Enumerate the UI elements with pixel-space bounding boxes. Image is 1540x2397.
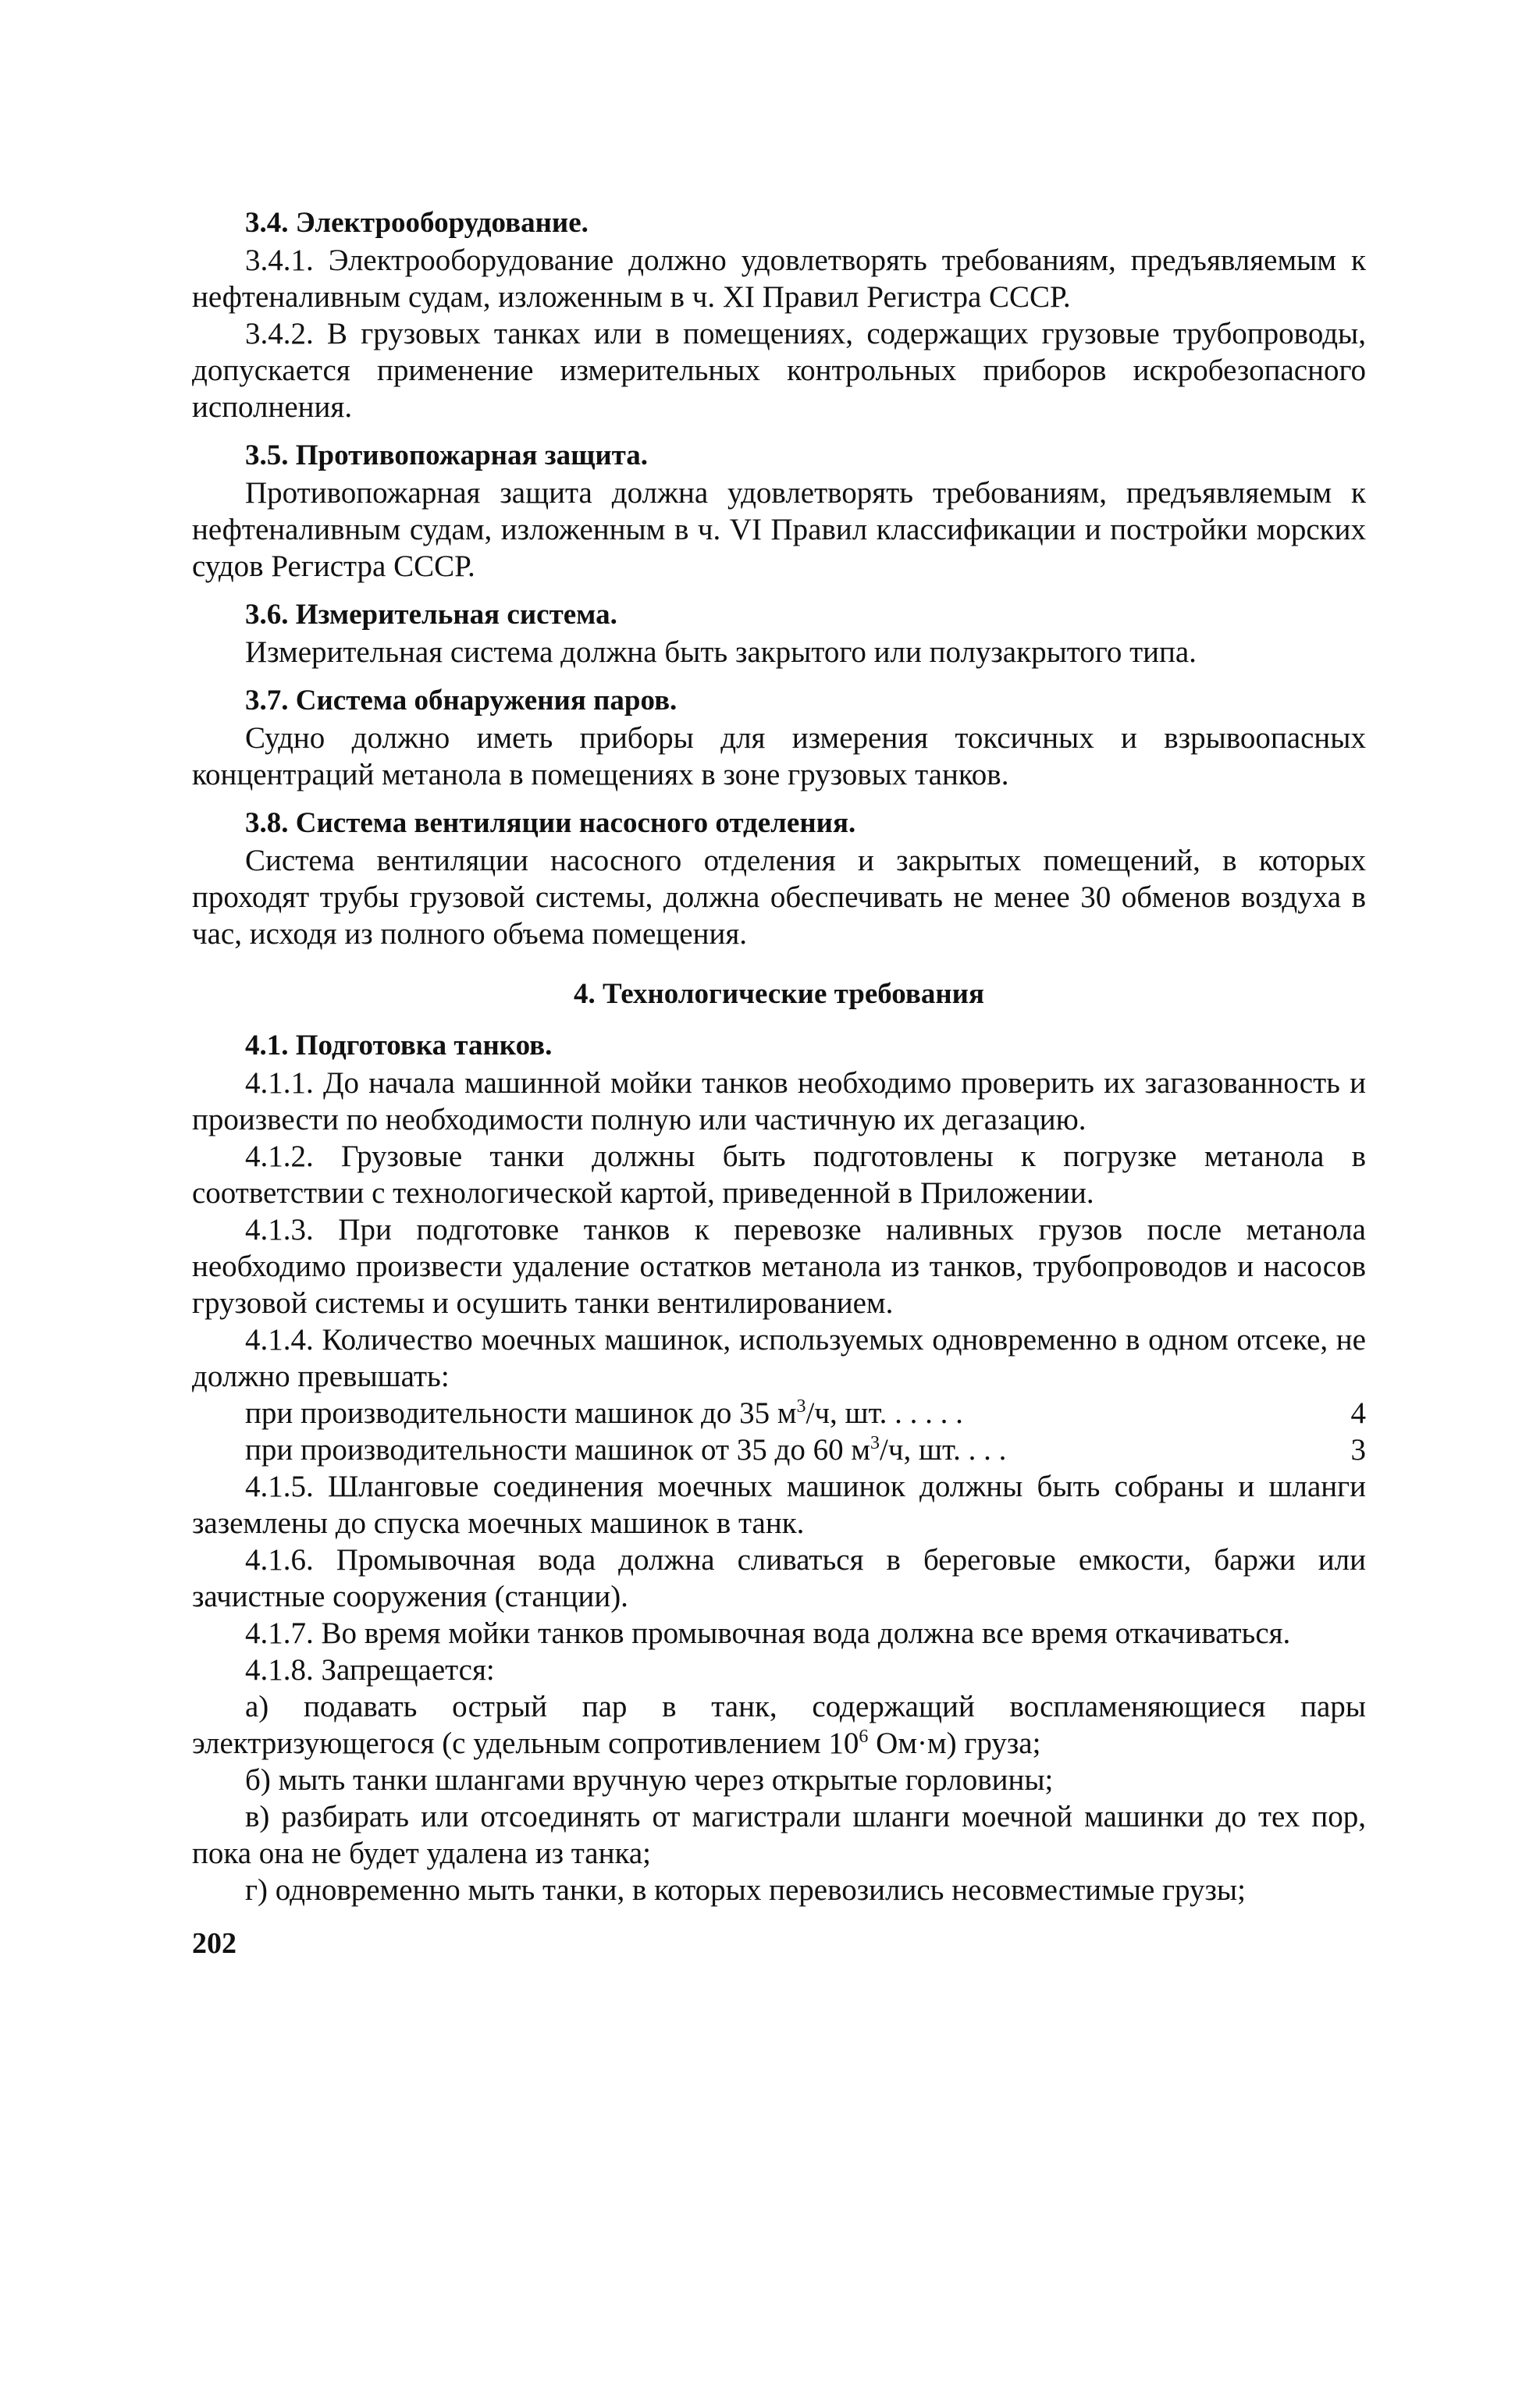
paragraph-3-7: Судно должно иметь приборы для измерения токсичных и взрывоопасных концентраций метанола в помещениях в зоне грузовых танков. xyxy=(192,721,1366,791)
paragraph-4-1-5: 4.1.5. Шланговые соединения моечных машинок должны быть собраны и шланги заземлены до спуска моечных машинок в танк. xyxy=(192,1470,1366,1540)
limit-row-label: при производительности машинок до 35 м xyxy=(245,1396,797,1430)
paragraph-4-1-8: 4.1.8. Запрещается: xyxy=(245,1653,495,1687)
document-page xyxy=(192,204,1366,2359)
list-item-a-text: а) подавать острый пар в танк, содержащий воспламеняющиеся пары электризующегося (с удельным сопротивлением 10 xyxy=(192,1690,1366,1760)
limit-row-unit: /ч, шт. . . . . . xyxy=(806,1396,963,1430)
limit-row-35-to-60 xyxy=(192,1431,1366,1468)
list-item-v: в) разбирать или отсоединять от магистрали шланги моечной машинки до тех пор, пока она не будет удалена из танка; xyxy=(192,1800,1366,1870)
paragraph-4-1-7: 4.1.7. Во время мойки танков промывочная вода должна все время откачиваться. xyxy=(245,1616,1291,1650)
limit-row-unit: /ч, шт. . . . xyxy=(880,1433,1007,1467)
list-item-a-text-end: Ом·м) груза; xyxy=(868,1727,1041,1760)
list-item-g: г) одновременно мыть танки, в которых перевозились несовместимые грузы; xyxy=(245,1873,1246,1907)
paragraph-4-1-1: 4.1.1. До начала машинной мойки танков необходимо проверить их загазованность и произвести по необходимости полную или частичную их дегазацию. xyxy=(192,1066,1366,1136)
page-number: 202 xyxy=(192,1927,237,1960)
paragraph-3-6: Измерительная система должна быть закрытого или полузакрытого типа. xyxy=(245,635,1197,669)
chapter-heading-4: 4. Технологические требования xyxy=(574,978,984,1010)
superscript: 6 xyxy=(859,1727,869,1747)
limit-row-up-to-35 xyxy=(192,1395,1366,1431)
limit-row-value: 3 xyxy=(1350,1433,1366,1467)
paragraph-4-1-2: 4.1.2. Грузовые танки должны быть подготовлены к погрузке метанола в соответствии с технологической картой, приведенной в Приложении. xyxy=(192,1140,1366,1210)
paragraph-4-1-6: 4.1.6. Промывочная вода должна сливаться в береговые емкости, баржи или зачистные сооружения (станции). xyxy=(192,1543,1366,1613)
limit-row-value: 4 xyxy=(1350,1396,1366,1430)
superscript: 3 xyxy=(796,1396,806,1417)
paragraph-3-4-1: 3.4.1. Электрооборудование должно удовлетворять требованиям, предъявляемым к нефтеналивным судам, изложенным в ч. XI Правил Регистра СССР. xyxy=(192,244,1366,314)
section-heading-3-4: 3.4. Электрооборудование. xyxy=(245,207,589,239)
section-heading-3-5: 3.5. Противопожарная защита. xyxy=(245,439,649,471)
paragraph-3-8: Система вентиляции насосного отделения и закрытых помещений, в которых проходят трубы грузовой системы, должна обеспечивать не менее 30 обменов воздуха в час, исходя из полного объема помещения. xyxy=(192,844,1366,951)
paragraph-4-1-4: 4.1.4. Количество моечных машинок, используемых одновременно в одном отсеке, не должно превышать: xyxy=(192,1323,1366,1393)
section-heading-3-6: 3.6. Измерительная система. xyxy=(245,599,617,631)
section-heading-3-7: 3.7. Система обнаружения паров. xyxy=(245,685,678,717)
paragraph-3-5: Противопожарная защита должна удовлетворять требованиям, предъявляемым к нефтеналивным судам, изложенным в ч. VI Правил классификации и постройки морских судов Регистра СССР. xyxy=(192,476,1366,583)
list-item-a xyxy=(192,1688,1366,1762)
list-item-b: б) мыть танки шлангами вручную через открытые горловины; xyxy=(245,1763,1054,1797)
superscript: 3 xyxy=(870,1433,880,1453)
section-heading-3-8: 3.8. Система вентиляции насосного отделения. xyxy=(245,807,856,839)
section-heading-4-1: 4.1. Подготовка танков. xyxy=(245,1030,553,1062)
limit-row-label: при производительности машинок от 35 до 60 м xyxy=(245,1433,871,1467)
paragraph-4-1-3: 4.1.3. При подготовке танков к перевозке наливных грузов после метанола необходимо произвести удаление остатков метанола из танков, трубопроводов и насосов грузовой системы и осушить танки вентилированием. xyxy=(192,1213,1366,1320)
paragraph-3-4-2: 3.4.2. В грузовых танках или в помещениях, содержащих грузовые трубопроводы, допускается применение измерительных контрольных приборов искробезопасного исполнения. xyxy=(192,317,1366,424)
